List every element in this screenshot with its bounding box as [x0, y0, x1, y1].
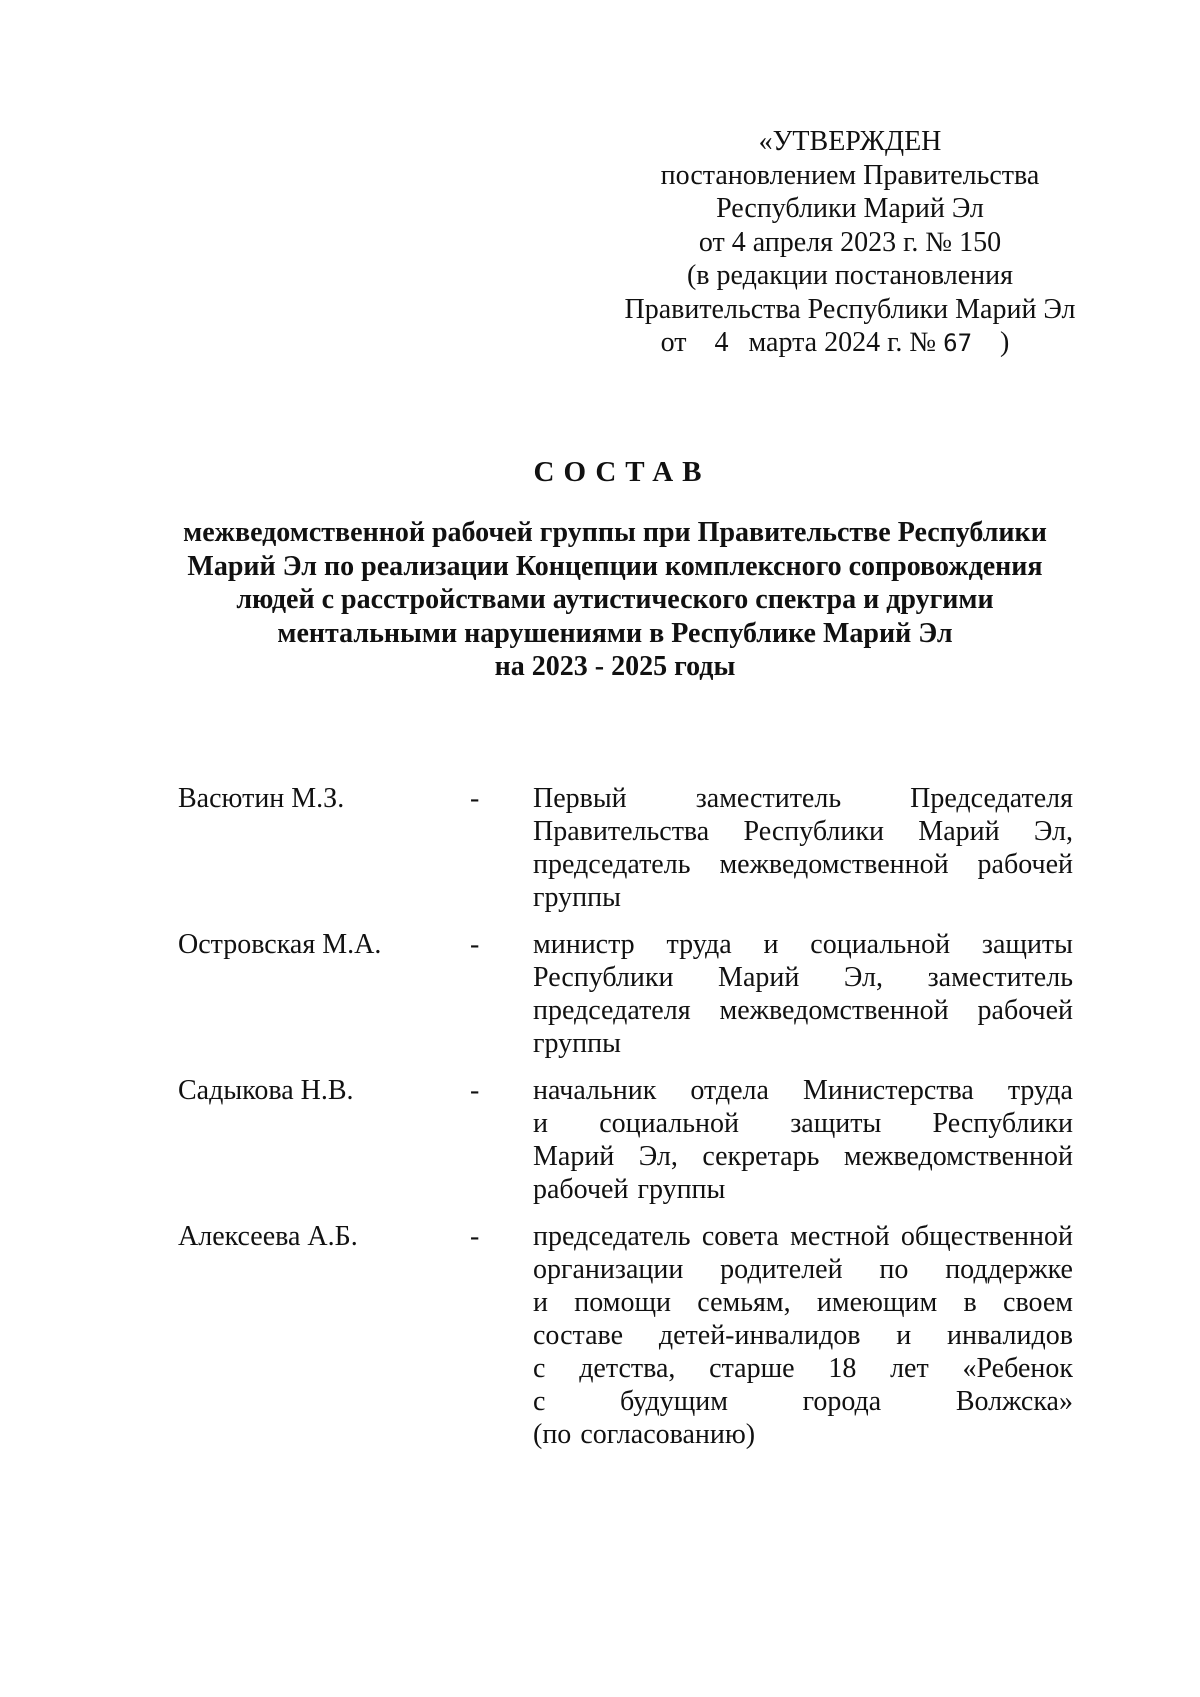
member-position-word: и: [763, 929, 779, 960]
member-position-word: Министерства: [802, 1075, 974, 1106]
subtitle-line: Марий Эл по реализации Концепции комплексного сопровождения: [187, 550, 1043, 582]
member-position-word: старше: [709, 1353, 795, 1384]
approval-line-1: «УТВЕРЖДЕН: [758, 126, 942, 157]
member-position-word: социальной: [810, 929, 951, 960]
member-position-word: семьям,: [697, 1287, 791, 1318]
approval-date-day: 4: [714, 327, 729, 358]
member-position-word: группы: [533, 882, 621, 913]
member-position-line: [533, 1286, 1073, 1319]
member-position-word: группы: [533, 1028, 621, 1059]
member-dash: -: [470, 783, 480, 814]
member-position-word: Правительства: [533, 816, 710, 847]
approval-number-handwritten: 67: [943, 329, 973, 357]
member-position-word: отдела: [690, 1075, 769, 1106]
member-position-word: организации: [533, 1254, 684, 1285]
document-subtitle: [150, 516, 1080, 684]
member-name: Садыкова Н.В.: [178, 1075, 354, 1106]
member-position-word: защиты: [981, 929, 1073, 960]
member-position: [533, 928, 1073, 1060]
member-position-word: Марий: [718, 962, 800, 993]
member-position-word: с: [533, 1353, 546, 1384]
approval-line-3: Республики Марий Эл: [716, 193, 984, 224]
member-position-line: [533, 1418, 1073, 1451]
approval-line-2: постановлением Правительства: [660, 159, 1040, 191]
member-position-word: Республики: [743, 816, 884, 847]
member-name: Островская М.А.: [178, 929, 382, 960]
member-position-word: секретарь: [702, 1141, 820, 1172]
member-position-line: [533, 1074, 1073, 1107]
member-position-word: Республики: [932, 1108, 1073, 1139]
member-position-word: и: [533, 1287, 548, 1318]
member-dash: -: [470, 1221, 480, 1252]
member-position-word: межведомственной: [719, 849, 949, 880]
member-position-word: совета: [701, 1221, 779, 1252]
approval-closing-paren: ): [1000, 327, 1010, 358]
member-dash: -: [470, 1075, 480, 1106]
subtitle-line: межведомственной рабочей группы при Правительстве Республики: [183, 517, 1047, 548]
member-position-word: поддержке: [945, 1254, 1073, 1285]
member-position-word: председатель: [533, 1221, 691, 1252]
member-position-word: согласованию): [580, 1419, 756, 1450]
member-position-word: рабочей: [533, 1174, 629, 1205]
member-position: [533, 782, 1073, 914]
member-position-word: 18: [828, 1353, 857, 1384]
document-title: СОСТАВ: [533, 456, 711, 488]
member-position-line: [533, 1107, 1073, 1140]
member-position-word: министр: [533, 929, 635, 960]
member-position-line: [533, 1027, 1073, 1060]
member-position-word: инвалидов: [947, 1320, 1073, 1351]
member-position-word: межведомственной: [843, 1141, 1073, 1172]
member-position-word: детей-инвалидов: [658, 1320, 861, 1351]
member-position-word: с: [533, 1386, 546, 1417]
member-position-line: [533, 1319, 1073, 1352]
subtitle-line: ментальными нарушениями в Республике Марий Эл: [277, 617, 953, 649]
member-position-word: рабочей: [977, 849, 1073, 880]
member-position-word: общественной: [900, 1221, 1073, 1252]
member-position-word: в: [963, 1287, 977, 1318]
member-position-word: социальной: [599, 1108, 739, 1139]
member-position-line: [533, 1385, 1073, 1418]
approval-line-6: Правительства Республики Марий Эл: [624, 293, 1076, 325]
member-name: Алексеева А.Б.: [178, 1221, 358, 1252]
member-position-word: «Ребенок: [962, 1353, 1073, 1384]
member-position-word: Первый: [533, 783, 627, 814]
member-position-word: местной: [790, 1221, 890, 1252]
member-position-word: Марий: [918, 816, 1000, 847]
member-position-word: председатель: [533, 849, 691, 880]
member-position-word: Марий: [533, 1141, 615, 1172]
approval-line-7: [600, 326, 1100, 361]
member-position-word: Волжска»: [955, 1386, 1073, 1417]
approval-date-prefix: от: [660, 327, 687, 358]
approval-stamp-block: [600, 125, 1100, 361]
approval-line-4: от 4 апреля 2023 г. № 150: [698, 226, 1002, 258]
member-position-word: председателя: [533, 995, 691, 1026]
member-position-word: (по: [533, 1419, 572, 1450]
member-position-word: помощи: [574, 1287, 671, 1318]
member-position: [533, 1220, 1073, 1451]
member-name: Васютин М.З.: [178, 783, 345, 814]
member-position-word: и: [533, 1108, 548, 1139]
approval-line-5: (в редакции постановления: [686, 260, 1014, 291]
member-position-word: межведомственной: [719, 995, 949, 1026]
member-position-word: начальник: [533, 1075, 657, 1106]
member-position-word: Председателя: [910, 783, 1073, 814]
member-position-word: по: [879, 1254, 909, 1285]
member-position-line: [533, 848, 1073, 881]
member-position-word: будущим: [620, 1386, 728, 1417]
member-position-word: защиты: [790, 1108, 882, 1139]
member-position-word: имеющим: [816, 1287, 938, 1318]
approval-date-month-year: марта 2024 г. №: [748, 327, 937, 358]
member-position-word: города: [802, 1386, 882, 1417]
member-position-line: [533, 1220, 1073, 1253]
member-position-line: [533, 994, 1073, 1027]
member-position-line: [533, 815, 1073, 848]
member-position-word: своем: [1003, 1287, 1073, 1318]
member-position-line: [533, 961, 1073, 994]
member-position-line: [533, 1352, 1073, 1385]
member-position-word: заместитель: [695, 783, 842, 814]
member-position-word: группы: [637, 1174, 726, 1205]
member-position-line: [533, 1173, 1073, 1206]
member-position-line: [533, 928, 1073, 961]
member-position-word: лет: [890, 1353, 929, 1384]
member-position-line: [533, 1140, 1073, 1173]
member-position-line: [533, 1253, 1073, 1286]
member-position-word: детства,: [579, 1353, 676, 1384]
member-position-word: Республики: [533, 962, 674, 993]
member-position-word: труда: [1007, 1075, 1073, 1106]
member-position-word: заместитель: [927, 962, 1073, 993]
subtitle-line: на 2023 - 2025 годы: [494, 651, 736, 682]
member-position-word: труда: [666, 929, 732, 960]
member-position-line: [533, 881, 1073, 914]
member-position-word: Эл,: [638, 1141, 678, 1172]
member-position-word: рабочей: [977, 995, 1073, 1026]
member-position-word: составе: [533, 1320, 624, 1351]
member-position-line: [533, 782, 1073, 815]
member-position-word: Эл,: [1033, 816, 1073, 847]
member-position: [533, 1074, 1073, 1206]
subtitle-line: людей с расстройствами аутистического спектра и другими: [236, 584, 994, 615]
member-dash: -: [470, 929, 480, 960]
member-position-word: и: [896, 1320, 912, 1351]
member-position-word: родителей: [720, 1254, 843, 1285]
member-position-word: Эл,: [843, 962, 884, 993]
